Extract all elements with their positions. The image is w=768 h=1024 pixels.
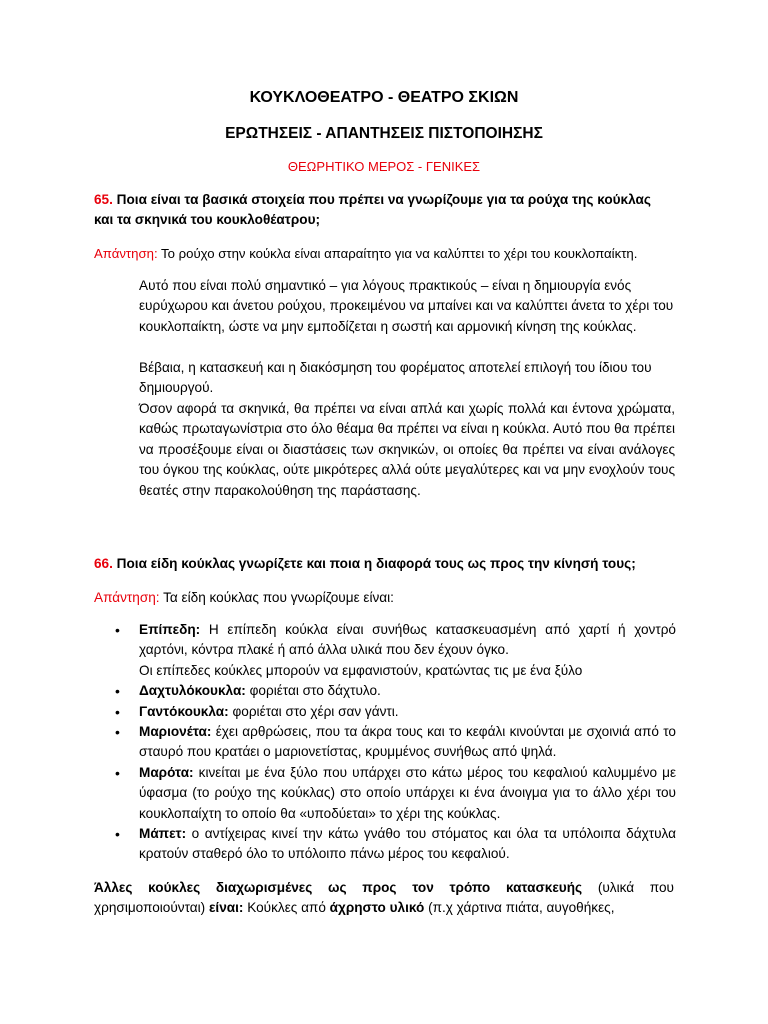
bullet-icon: • <box>115 826 120 843</box>
item-text: φοριέται στο χέρι σαν γάντι. <box>228 703 399 719</box>
answer-label: Απάντηση: <box>94 246 158 261</box>
other-bold-1: Άλλες κούκλες διαχωρισμένες ως προς τον τρόπο κατασκευής <box>94 880 583 895</box>
question-number: 65. <box>94 192 113 207</box>
item-continuation: Οι επίπεδες κούκλες μπορούν να εμφανιστούν, κρατώντας τις με ένα ξύλο <box>139 662 583 678</box>
other-puppets-paragraph <box>94 878 674 919</box>
document-title: ΚΟΥΚΛΟΘΕΑΤΡΟ - ΘΕΑΤΡΟ ΣΚΙΩΝ <box>249 89 519 106</box>
question-text: Ποια είδη κούκλας γνωρίζετε και ποια η διαφορά τους ως προς την κίνησή τους; <box>112 556 636 571</box>
answer-65-paragraph-2: Βέβαια, η κατασκευή και η διακόσμηση του φορέματος αποτελεί επιλογή του ίδιου του δημιουργού. <box>139 360 652 396</box>
item-text: ο αντίχειρας κινεί την κάτω γνάθο του στόματος και όλα τα υπόλοιπα δάχτυλα κρατούν σταθερό όλο το υπόλοιπο πάνω μέρος του κεφαλιού. <box>139 826 676 862</box>
answer-65-paragraph-3: Όσον αφορά τα σκηνικά, θα πρέπει να είναι απλά και χωρίς πολλά και έντονα χρώματα, καθώς πρωταγωνίστρια στο όλο θέαμα θα πρέπει να είναι η κούκλα. Αυτό που θα πρέπει να προσέξουμε είναι οι διαστάσεις των σκηνικών, οι οποίες θα πρέπει να είναι ανάλογες του όγκου της κούκλας, ούτε μικρότερες αλλά ούτε μεγαλύτερες και να μην ενοχλούν τους θεατές στην παρακολούθηση της παράστασης. <box>139 401 675 498</box>
other-text-1: (υλικά που χρησιμοποιούνται) <box>94 880 674 916</box>
answer-65 <box>94 244 674 264</box>
list-item <box>110 702 676 722</box>
bullet-icon: • <box>115 724 120 741</box>
question-text-line1: Ποια είναι τα βασικά στοιχεία που πρέπει να γνωρίζουμε για τα ρούχα της κούκλας <box>112 192 651 207</box>
other-text-2: Κούκλες από <box>243 900 330 916</box>
document-subtitle: ΕΡΩΤΗΣΕΙΣ - ΑΠΑΝΤΗΣΕΙΣ ΠΙΣΤΟΠΟΙΗΣΗΣ <box>225 125 543 142</box>
answer-66 <box>94 588 674 608</box>
list-item <box>110 824 676 865</box>
question-66 <box>94 554 674 574</box>
question-65 <box>94 190 674 231</box>
item-text: έχει αρθρώσεις, που τα άκρα τους και το κεφάλι κινούνται με σχοινιά από το σταυρό που κρατάει ο μαριονετίστας, κρυμμένος συνήθως από ψηλά. <box>139 724 676 760</box>
other-bold-2: είναι: <box>208 900 244 916</box>
section-heading: ΘΕΩΡΗΤΙΚΟ ΜΕΡΟΣ - ΓΕΝΙΚΕΣ <box>287 159 481 174</box>
bullet-icon: • <box>115 764 120 781</box>
item-term: Μαρότα: <box>139 764 194 780</box>
item-term: Μαριονέτα: <box>139 724 212 740</box>
list-item <box>110 722 676 763</box>
answer-text: Τα είδη κούκλας που γνωρίζουμε είναι: <box>159 590 394 605</box>
item-text: Η επίπεδη κούκλα είναι συνήθως κατασκευασμένη από χαρτί ή χοντρό χαρτόνι, κόντρα πλακέ ή από άλλα υλικά που δεν έχουν όγκο. <box>139 622 676 658</box>
item-text: κινείται με ένα ξύλο που υπάρχει στο κάτω μέρος του κεφαλιού καλυμμένο με ύφασμα (το ρούχο της κούκλας) στο οποίο υπάρχει κι ένα άνοιγμα για το άλλο χέρι του κουκλοπαίχτη το οποίο θα «υποδύεται» το χέρι της κούκλας. <box>139 764 676 821</box>
item-term: Γαντόκουκλα: <box>139 703 229 719</box>
item-text: φοριέται στο δάχτυλο. <box>245 683 381 699</box>
list-item <box>110 763 676 824</box>
other-text-3: (π.χ χάρτινα πιάτα, αυγοθήκες, <box>424 900 615 916</box>
question-number: 66. <box>94 556 113 571</box>
answer-text: Το ρούχο στην κούκλα είναι απαραίτητο για να καλύπτει το χέρι του κουκλοπαίκτη. <box>157 246 638 261</box>
puppet-types-list <box>110 620 676 865</box>
list-item <box>110 681 676 701</box>
item-term: Μάπετ: <box>139 826 187 842</box>
list-item <box>110 620 676 681</box>
item-term: Επίπεδη: <box>139 622 201 637</box>
other-bold-3: άχρηστο υλικό <box>329 900 425 916</box>
bullet-icon: • <box>115 703 120 720</box>
answer-65-paragraph-1: Αυτό που είναι πολύ σημαντικό – για λόγους πρακτικούς – είναι η δημιουργία ενός ευρύχωρου και άνετου ρούχου, προκειμένου να μπαίνει και να καλύπτει άνετα το χέρι του κουκλοπαίκτη, ώστε να μην εμποδίζεται η σωστή και αρμονική κίνηση της κούκλας. <box>139 278 674 334</box>
answer-label: Απάντηση: <box>94 590 160 605</box>
question-text-line2: και τα σκηνικά του κουκλοθέατρου; <box>94 212 321 228</box>
item-term: Δαχτυλόκουκλα: <box>139 683 246 699</box>
bullet-icon: • <box>115 683 120 700</box>
bullet-icon: • <box>115 622 120 638</box>
